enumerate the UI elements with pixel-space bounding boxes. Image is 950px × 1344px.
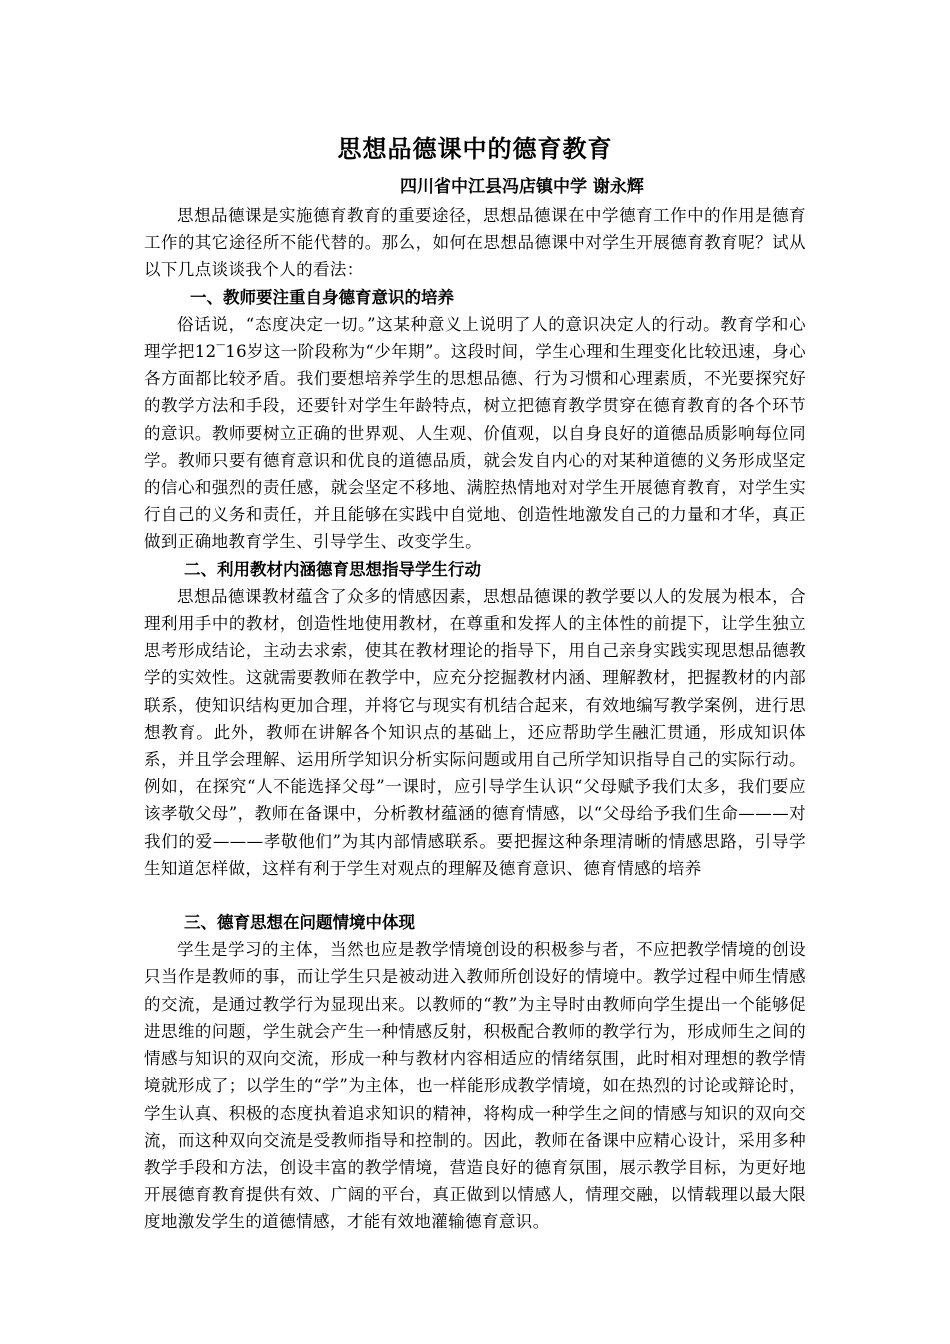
- author-line: 四川省中江县冯店镇中学 谢永辉: [400, 177, 644, 197]
- section-paragraph-1: 俗话说，“态度决定一切。”这某种意义上说明了人的意识决定人的行动。教育学和心理学把12‾16岁这一阶段称为“少年期”。这段时间，学生心理和生理变化比较迅速，身心各方面都比较矛盾。我们要想培养学生的思想品德、行为习惯和心理素质，不光要探究好的教学方法和手段，还要针对学生年龄特点，树立把德育教学贯穿在德育教育的各个环节的意识。教师要树立正确的世界观、人生观、价值观，以自身良好的道德品质影响每位同学。教师只要有德育意识和优良的道德品质，就会发自内心的对某种道德的义务形成坚定的信心和强烈的责任感，就会坚定不移地、满腔热情地对对学生开展德育教育，对学生实行自己的义务和责任，并且能够在实践中自觉地、创造性地激发自己的力量和才华，真正做到正确地教育学生、引导学生、改变学生。: [144, 314, 806, 552]
- section-heading-1: 一、教师要注重自身德育意识的培养: [190, 287, 454, 307]
- intro-paragraph: 思想品德课是实施德育教育的重要途径，思想品德课在中学德育工作中的作用是德育工作的其它途径所不能代替的。那么，如何在思想品德课中对学生开展德育教育呢？试从以下几点谈谈我个人的看法：: [144, 206, 806, 280]
- article-body: [144, 202, 806, 1236]
- page-title: 思想品德课中的德育教育: [337, 135, 613, 163]
- section-heading-2: 二、利用教材内涵德育思想指导学生行动: [184, 559, 481, 579]
- section-paragraph-3: 学生是学习的主体，当然也应是教学情境创设的积极参与者，不应把教学情境的创设只当作是教师的事，而让学生只是被动进入教师所创设好的情境中。教学过程中师生情感的交流，是通过教学行为显现出来。以教师的“教”为主导时由教师向学生提出一个能够促进思维的问题，学生就会产生一种情感反射，积极配合教师的教学行为，形成师生之间的情感与知识的双向交流，形成一种与教材内容相适应的情绪氛围，此时相对理想的教学情境就形成了；以学生的“学”为主体，也一样能形成教学情境，如在热烈的讨论或辩论时，学生认真、积极的态度执着追求知识的精神，将构成一种学生之间的情感与知识的双向交流，而这种双向交流是受教师指导和控制的。因此，教师在备课中应精心设计，采用多种教学手段和方法，创设丰富的教学情境，营造良好的德育氛围，展示教学目标，为更好地开展德育教育提供有效、广阔的平台，真正做到以情感人，情理交融，以情载理以最大限度地激发学生的道德情感，才能有效地灌输德育意识。: [144, 940, 806, 1232]
- section-paragraph-2: 思想品德课教材蕴含了众多的情感因素，思想品德课的教学要以人的发展为根本，合理利用手中的教材，创造性地使用教材，在尊重和发挥人的主体性的前提下，让学生独立思考形成结论，主动去求索，使其在教材理论的指导下，用自己亲身实践实现思想品德教学的实效性。这就需要教师在教学中，应充分挖掘教材内涵、理解教材，把握教材的内部联系，使知识结构更加合理，并将它与现实有机结合起来，有效地编写教学案例，进行思想教育。此外，教师在讲解各个知识点的基础上，还应帮助学生融汇贯通，形成知识体系，并且学会理解、运用所学知识分析实际问题或用自己所学知识指导自己的实际行动。例如，在探究“人不能选择父母”一课时，应引导学生认识“父母赋予我们太多，我们要应该孝敬父母”，教师在备课中，分析教材蕴涵的德育情感，以“父母给予我们生命———对我们的爱———孝敬他们”为其内部情感联系。要把握这种条理清晰的情感思路，引导学生知道怎样做，这样有利于学生对观点的理解及德育意识、德育情感的培养: [144, 586, 806, 878]
- section-heading-3: 三、德育思想在问题情境中体现: [184, 913, 415, 933]
